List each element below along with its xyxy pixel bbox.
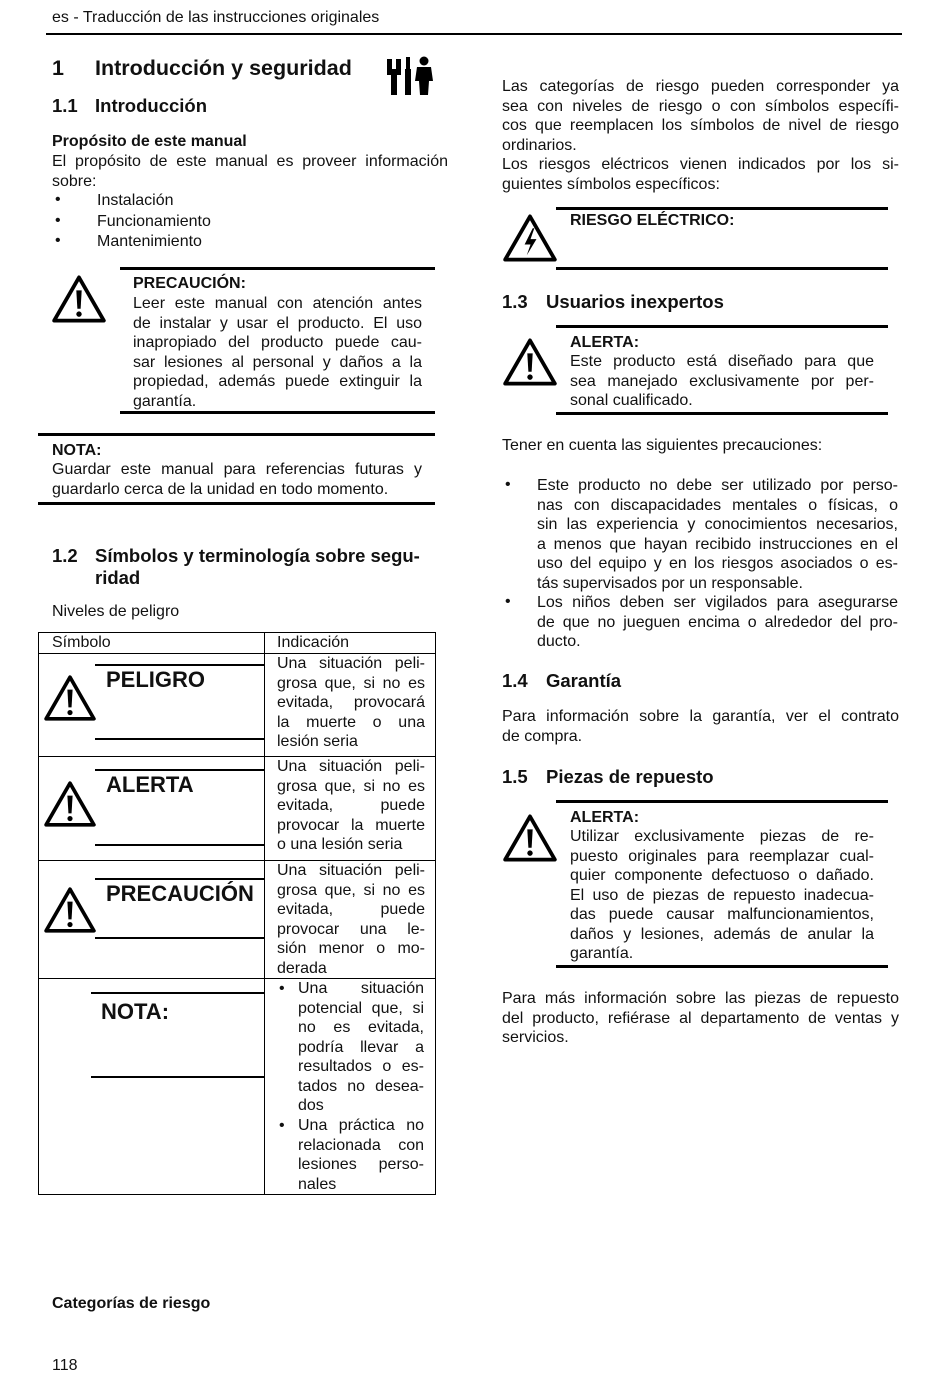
indication-line: o una lesión seria [277,836,403,853]
s1-1-number: 1.1 [52,95,78,116]
bullet-dot: • [505,593,511,610]
caution-line: Leer este manual con atención antes [133,295,422,312]
list-line: sin las experiencia y conocimientos necesarios, [537,516,898,533]
list-line: de que no jueguen encima o alrededor del pro- [537,613,898,631]
alert-text [570,352,874,411]
indication-bullet [298,1116,424,1194]
text-line: Para información sobre la garantía, ver el contrato [502,708,899,725]
indication-line: la muerte o una [277,713,425,731]
text-line: servicios. [502,1029,569,1046]
table-row [39,654,436,757]
alert-label: ALERTA: [570,334,640,351]
warning-triangle-icon [44,886,96,934]
warning-triangle-icon [503,337,557,387]
indication-cell [265,757,436,861]
table-header-row [39,633,436,654]
list-line: nas con discapacidades mentales o físicas, o [537,496,898,514]
running-header: es - Traducción de las instrucciones originales [52,9,380,26]
indication-line: evitada, puede [277,901,425,918]
electric-hazard-icon [503,213,557,263]
indication-cell [265,861,436,979]
caution-line: sar lesiones al personal y daños a la [133,353,422,371]
list-line: tás supervisados por un responsable. [537,574,803,592]
symbol-cell-peligro [39,654,265,757]
s1-2-title-line: ridad [95,567,141,588]
warranty-text [502,707,899,746]
alert-line: daños y lesiones, además de anular la [570,925,874,943]
electric-rule-top [556,207,888,210]
indication-line: Una situación peli- [277,655,425,672]
levels-label: Niveles de peligro [52,603,180,620]
s1-1-title: Introducción [95,95,208,116]
symbol-cell-precaucion [39,861,265,979]
text-line: guientes símbolos específicos: [502,175,720,193]
indication-line: Una práctica no [298,1117,424,1134]
table-row [39,757,436,861]
risk-categories-heading: Categorías de riesgo [52,1295,211,1312]
alert-rule-bottom [556,412,888,415]
list-item [537,593,898,652]
alert-line: Este producto está diseñado para que [570,353,874,370]
indication-line: grosa que, si no es [277,777,425,795]
caution-line: inapropiado del producto puede cau- [133,334,422,351]
hazard-levels-table [38,632,436,1195]
s1-5-number: 1.5 [502,766,528,787]
symbol-rule [91,992,265,994]
alert-rule-top [556,800,888,803]
bullet-dot: • [279,980,285,997]
indication-line: grosa que, si no es [277,674,425,692]
symbol-rule [95,738,265,740]
text-line: Los riesgos eléctricos vienen indicados por los si- [502,156,899,173]
alert-line: garantía. [570,945,634,962]
symbol-rule [95,878,265,880]
purpose-text [52,152,448,191]
alert-line: El uso de piezas de repuesto inadecua- [570,886,874,904]
list-item [537,476,898,593]
indication-line: tados no desea- [298,1077,424,1095]
s1-2-number: 1.2 [52,545,78,566]
indication-line: Una situación peli- [277,758,425,775]
bullet-dot: • [55,191,61,208]
indication-line: podría llevar a [298,1038,424,1056]
signal-word: NOTA: [101,999,170,1024]
s1-4-number: 1.4 [502,670,528,691]
indication-line: provocar una le- [277,920,425,938]
signal-word: ALERTA [106,772,194,797]
spare-parts-info [502,989,899,1048]
text-line: Para más información sobre las piezas de repuesto [502,990,899,1007]
indication-line: Una situación peli- [277,862,425,879]
electric-label: RIESGO ELÉCTRICO: [570,212,735,229]
list-line: uso del equipo y en los riesgos asociados o es- [537,555,898,572]
bullet-dot: • [55,232,61,249]
warning-triangle-icon [503,813,557,863]
list-item: Funcionamiento [97,213,211,230]
caution-text [133,294,422,411]
indication-line: potencial que, si [298,999,424,1017]
symbol-rule [95,844,265,846]
alert-line: quier componente defectuoso o dañado. [570,867,874,884]
list-line: a menos que hayan recibido instrucciones en el [537,535,898,553]
note-text [52,460,422,499]
note-rule-bottom [38,502,435,505]
bullet-dot: • [505,476,511,493]
caution-line: de instalar y usar el producto. El uso [133,314,422,332]
alert-line: sonal cualificado. [570,392,693,409]
caution-label: PRECAUCIÓN: [133,275,246,292]
table-row [39,979,436,1195]
s1-5-title: Piezas de repuesto [546,766,714,787]
header-rule [46,33,902,35]
list-line: Los niños deben ser vigilados para asegurarse [537,594,898,611]
symbol-rule [95,769,265,771]
indication-cell [265,654,436,757]
alert-line: Utilizar exclusivamente piezas de re- [570,828,874,845]
caution-line: garantía. [133,392,197,410]
text-line: del producto, refiérase al departamento de ventas y [502,1009,899,1027]
symbol-cell-nota [39,979,265,1195]
indication-line: nales [298,1175,337,1193]
symbol-rule [95,664,265,666]
indication-line: lesión seria [277,733,358,750]
alert-label: ALERTA: [570,809,640,826]
list-line: Este producto no debe ser utilizado por perso- [537,477,898,494]
page-number: 118 [52,1357,78,1374]
header-symbol: Símbolo [39,633,265,654]
s1-2-title [95,545,420,589]
alert-rule-top [556,325,888,328]
note-line: Guardar este manual para referencias futuras y [52,461,422,478]
section-title: Introducción y seguridad [95,56,352,80]
signal-word: PRECAUCIÓN [106,881,254,906]
indication-line: evitada, provocará [277,694,425,711]
warning-triangle-icon [44,780,96,828]
text-line: cos que reemplacen los símbolos de nivel de riesgo [502,117,899,134]
symbol-rule [95,937,265,939]
precautions-intro: Tener en cuenta las siguientes precauciones: [502,437,823,454]
s1-3-number: 1.3 [502,291,528,312]
warning-triangle-icon [52,274,106,324]
list-line: ducto. [537,633,581,650]
indication-line: lesiones perso- [298,1156,424,1173]
table-row [39,861,436,979]
s1-2-title-line: Símbolos y terminología sobre segu- [95,545,420,566]
symbol-rule [91,1076,265,1078]
warning-triangle-icon [44,674,96,722]
indication-line: resultados o es- [298,1058,424,1075]
caution-rule-bottom [120,411,435,414]
indication-line: evitada, puede [277,797,425,814]
caution-line: propiedad, además puede extinguir la [133,373,422,390]
text-line: ordinarios. [502,136,577,154]
indication-line: no es evitada, [298,1019,424,1036]
header-indication: Indicación [265,633,436,654]
signal-word: PELIGRO [106,667,206,692]
indication-line: grosa que, si no es [277,881,425,899]
caution-rule-top [120,267,435,270]
alert-line: sea manejado exclusivamente por per- [570,372,874,390]
indication-line: derada [277,959,327,977]
indication-line: Una situación [298,980,424,997]
electric-rule-bottom [556,267,888,270]
indication-line: provocar la muerte [277,816,425,834]
alert-text [570,827,874,964]
alert-rule-bottom [556,965,888,968]
section-number: 1 [52,56,64,80]
purpose-line: El propósito de este manual es proveer información [52,153,448,170]
text-line: de compra. [502,727,583,745]
note-rule-top [38,433,435,436]
risk-categories-text [502,77,899,194]
tools-and-person-icon [384,55,436,102]
indication-cell [265,979,436,1195]
list-item: Instalación [97,192,174,209]
s1-4-title: Garantía [546,670,622,691]
list-item: Mantenimiento [97,233,202,250]
s1-3-title: Usuarios inexpertos [546,291,724,312]
indication-line: relacionada con [298,1136,424,1154]
purpose-heading: Propósito de este manual [52,133,247,150]
note-line: guardarlo cerca de la unidad en todo momento. [52,480,389,498]
bullet-dot: • [279,1117,285,1134]
indication-line: dos [298,1097,324,1114]
text-line: sea con niveles de riesgo o con símbolos específi- [502,97,899,115]
indication-line: sión menor o mo- [277,940,425,957]
text-line: Las categorías de riesgo pueden corresponder ya [502,78,899,95]
alert-line: puesto originales para reemplazar cual- [570,847,874,865]
indication-bullet [298,979,424,1116]
purpose-line: sobre: [52,172,97,190]
bullet-dot: • [55,212,61,229]
alert-line: das puede causar malfuncionamientos, [570,906,874,923]
note-label: NOTA: [52,442,102,459]
symbol-cell-alerta [39,757,265,861]
